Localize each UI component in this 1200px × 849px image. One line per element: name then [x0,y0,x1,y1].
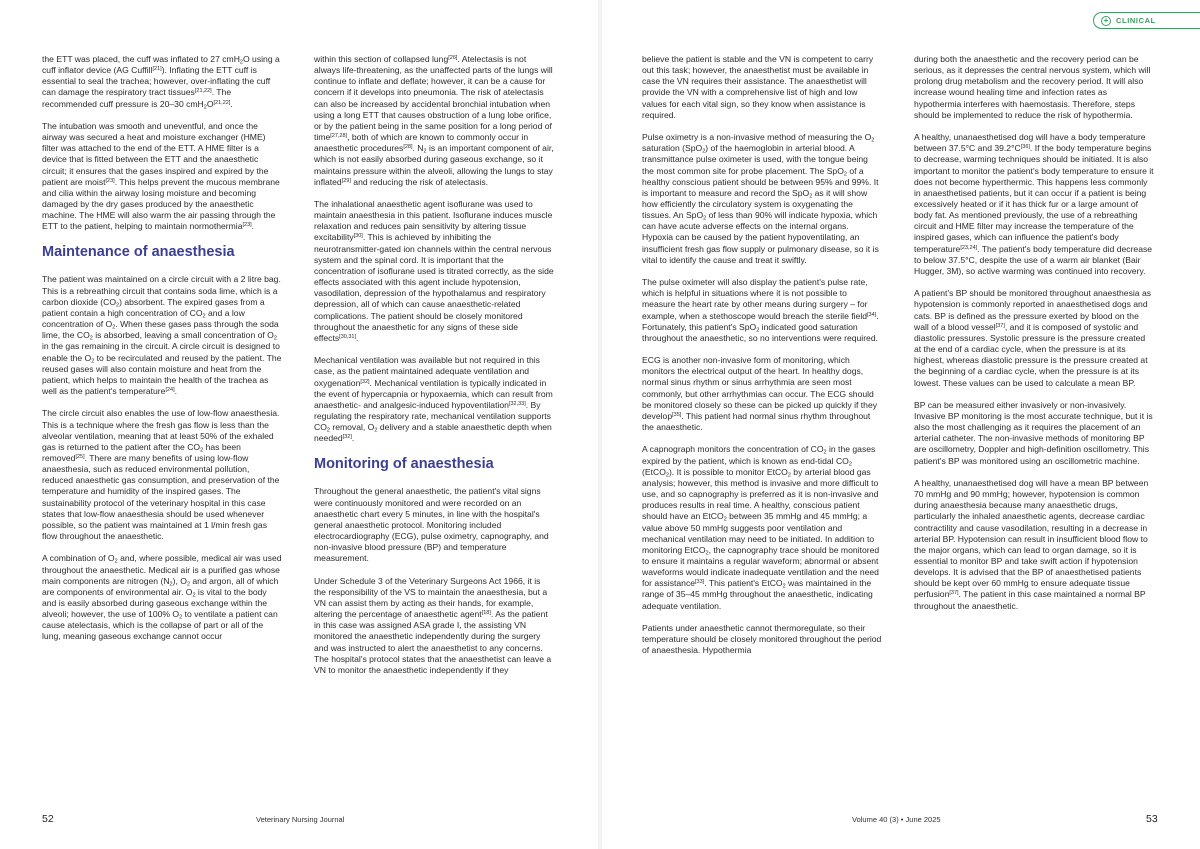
page-number-left: 52 [42,813,54,825]
paragraph: the ETT was placed, the cuff was inflated to 27 cmH$_2$O using a cuff inflator device (AG Cuffill[21]). Inflating the ETT cuff is essential to seal the trachea; however, over-inflating the cuff can damage the respiratory tract tissues[21,22]. The recommended cuff pressure is 20–30 cmH$_2$O[21,22]. [42,54,280,111]
section-heading-maintenance: Maintenance of anaesthesia [42,244,235,261]
paragraph: Patients under anaesthetic cannot thermoregulate, so their temperature should be closely monitored throughout the period of anaesthesia. Hypothermia [642,622,882,656]
paragraph: within this section of collapsed lung[26]. Atelectasis is not always life-threatening, as the unaffected parts of the lungs will continue to inflate and deflate; however, it can be a cause for concern if it develops into pneumonia. The risk of atelectasis can also be increased by accidental bronchial intubation when using a long ETT that causes obstruction of a lung lobe orifice, or by the patient being in the same position for a long period of time[27,28], both of which are known to commonly occur in anaesthetic procedures[28]. $N_2$ is an important component of air, which is not easily absorbed during gaseous exchange, so it maintains pressure within the alveoli, allowing the lungs to stay inflated[29] and reducing the risk of atelectasis. [314,54,554,187]
column-1 [42,54,282,654]
paragraph: A combination of $O_2$ and, where possible, medical air was used throughout the anaesthetic. Medical air is a purified gas whose main components are nitrogen $(N_2)$, $O_2$ and argon, all of which are components of environmental air. $O_2$ is vital to the body and is easily absorbed during gaseous exchange within the alveoli; however, the use of 100% $O_2$ to ventilate a patient can cause atelectasis, which is the collapse of part or all of the lung, meaning gaseous exchange cannot occur [42,553,282,642]
paragraph: BP can be measured either invasively or non-invasively. Invasive BP monitoring is the most accurate technique, but it is also the most challenging as it requires the placement of an arterial catheter. The non-invasive methods of monitoring BP are oscillometry, Doppler and high-definition oscillometry. This patient's BP was monitored using an oscillometric machine. [914,399,1153,466]
paragraph: Pulse oximetry is a non-invasive method of measuring the $O_2$ saturation (SpO$_2$) of the haemoglobin in arterial blood. A transmittance pulse oximeter is used, with the tongue being the most common site for probe placement. The SpO$_2$ of a healthy conscious patient should be between 95% and 99%. It is important to measure and record the SpO$_2$ as it will show how efficiently the circulatory system is oxygenating the tissues. An SpO$_2$ of less than 90% will indicate hypoxia, which can have acute adverse effects on the internal organs. Hypoxia can be caused by the patient hypoventilating, an insufficient fresh gas flow supply or pulmonary disease, so it is vital to identify the cause and treat it swiftly. [642,132,879,265]
paragraph: believe the patient is stable and the VN is competent to carry out this task; however, the anaesthetist must be available in case the VN requires their assistance. The anaesthetist will provide the VN with a comprehensive list of high and low values for each vital sign, so they know when assistance is required. [642,54,874,120]
paragraph: ECG is another non-invasive form of monitoring, which monitors the electrical output of the heart. In healthy dogs, normal sinus rhythm or sinus arrhythmia are seen most commonly, but other arrhythmias can occur. The ECG should be monitored closely so these can be picked up quickly if they develop[35]. This patient had normal sinus rhythm throughout the anaesthetic. [642,355,878,433]
paragraph: A healthy, unanaesthetised dog will have a mean BP between 70 mmHg and 90 mmHg; however, hypotension is common during anaesthesia because many anaesthetic drugs, particularly the inhaled anaesthetic agents, decrease cardiac contractility and cause vasodilation, resulting in a decrease in arterial BP. Hypotension can result in insufficient blood flow to the major organs, which can lead to organ damage, so it is essential to monitor BP and take swift action if hypotension develops. It is advised that the BP of anaesthetised patients should be kept over 60 mmHg to ensure adequate tissue perfusion[37]. The patient in this case maintained a normal BP throughout the anaesthetic. [914,477,1149,611]
paragraph: The circle circuit also enables the use of low-flow anaesthesia. This is a technique where the fresh gas flow is less than the alveolar ventilation, meaning that at least 50% of the exhaled gas is returned to the patient after the $CO_2$ has been removed[25]. There are many benefits of using low-flow anaesthesia, such as reduced environmental pollution, reduced anaesthetic gas consumption, and preservation of the temperature and humidity of the inspired gases. The sustainability protocol of the veterinary hospital in this case states that low-flow anaesthesia should be used whenever possible, so the patient was maintained at 1 l/min fresh gas flow throughout the anaesthetic. [42,408,280,542]
journal-name: Veterinary Nursing Journal [256,815,345,824]
paragraph: during both the anaesthetic and the recovery period can be serious, as it depresses the central nervous system, which will prolong drug metabolism and the recovery period. It will also increase wound healing time and infection rates as hypothermia interferes with haemostasis. Therefore, steps should be implemented to reduce the risk of hypothermia. [914,54,1151,120]
section-heading-monitoring: Monitoring of anaesthesia [314,456,494,473]
paragraph: The patient was maintained on a circle circuit with a 2 litre bag. This is a rebreathing circuit that contains soda lime, which is a carbon dioxide $(CO_2)$ absorbent. The expired gases from a patient contain a high concentration of $CO_2$ and a low concentration of $O_2$. When these gases pass through the soda lime, the $CO_2$ is absorbed, leaving a small concentration of $O_2$ in the gas remaining in the circuit. A circle circuit is designed to enable the $O_2$ to be recirculated and reused by the patient. The reused gases will also contain moisture and heat from the patient, which helps to maintain the health of the trachea as well as the patient's temperature[24]. [42,274,282,397]
paragraph: A capnograph monitors the concentration of $CO_2$ in the gases expired by the patient, which is known as end-tidal $CO_2$ (EtCO$_2$). It is possible to monitor EtCO$_2$ by arterial blood gas analysis; however, this method is invasive and more difficult to use, and so capnography is preferred as it is non-invasive and produces results in real time. A healthy, conscious patient should have an EtCO$_2$ between 35 mmHg and 45 mmHg; a value above 50 mmHg suggests poor ventilation and mechanical ventilation may need to be initiated. In addition to monitoring EtCO$_2$, the capnography trace should be monitored to ensure it maintains a regular waveform; abnormal or absent waveforms would indicate inadequate ventilation and the need for assistance[33]. This patient's EtCO$_2$ was maintained in the range of 35–45 mmHg throughout the anaesthetic, indicating adequate ventilation. [642,444,880,611]
paragraph: Under Schedule 3 of the Veterinary Surgeons Act 1966, it is the responsibility of the VS to maintain the anaesthesia, but a VN can assist them by acting as their hands, for example, altering the percentage of anaesthetic agent[18]. As the patient in this case was assigned ASA grade I, the assisting VN monitored the anaesthetic independently during the surgery and was instructed to alert the anaesthetist to any concerns. The hospital's protocol states that the anaesthetist can leave a VN to monitor the anaesthetic independently if they [314,575,552,675]
paragraph: Throughout the general anaesthetic, the patient's vital signs were continuously monitored and were recorded on an anaesthetic chart every 5 minutes, in line with the hospital's general anaesthetic protocol. Monitoring included electrocardiography (ECG), pulse oximetry, capnography, and non-invasive blood pressure (BP) and temperature measurement. [314,486,549,564]
volume-info: Volume 40 (3) • June 2025 [852,815,941,824]
column-4 [914,54,1154,623]
paragraph: The intubation was smooth and uneventful, and once the airway was secured a heat and moisture exchanger (HME) filter was attached to the end of the ETT. A HME filter is a device that is fitted between the ETT and the anaesthetic circuit; it ensures that the gases inspired and expired by the patient are moist[23]. This helps prevent the mucous membrane and cilia within the airway losing moisture and becoming damaged by the dry gases produced by the anaesthetic machine. The HME will also warm the air passing through the ETT to the patient, helping to maintain normothermia[23]. [42,120,280,232]
paragraph: The pulse oximeter will also display the patient's pulse rate, which is helpful in situations where it is not possible to measure the heart rate by other means during surgery – for example, when a stethoscope would breach the sterile field[34]. Fortunately, this patient's SpO$_2$ indicated good saturation throughout the anaesthetic, so no interventions were required. [642,277,879,343]
paragraph: The inhalational anaesthetic agent isoflurane was used to maintain anaesthesia in this patient. Isoflurane induces muscle relaxation and reduces pain sensitivity by altering tissue excitability[30]. This is achieved by inhibiting the neurotransmitter-gated ion channels within the central nervous system and the spinal cord. It is important that the concentration of isoflurane used is titrated correctly, as the side effects associated with this agent include hypotension, vasodilation, depression of the hypothalamus and respiratory depression, all of which can cause anaesthetic-related complications. The patient should be closely monitored throughout the anaesthetic for any signs of these side effects[30,31]. [314,199,554,343]
page-number-right: 53 [1146,813,1158,825]
section-tag [1093,12,1200,29]
column-2 [314,54,554,687]
plus-circle-icon: + [1101,16,1111,26]
paragraph: A patient's BP should be monitored throughout anaesthesia as hypotension is commonly reported in anaesthetised dogs and cats. BP is defined as the pressure exerted by blood on the wall of a blood vessel[37], and it is composed of systolic and diastolic pressures. Systolic pressure is the pressure created at the end of a cardiac cycle, when the pressure is at its highest, whereas diastolic pressure is the pressure created at the beginning of a cardiac cycle, when the pressure is at its lowest. These values can be used to calculate a mean BP. [914,288,1152,388]
column-3 [642,54,882,668]
paragraph: Mechanical ventilation was available but not required in this case, as the patient maintained adequate ventilation and oxygenation[32]. Mechanical ventilation is typically indicated in the event of hypercapnia or hypoxaemia, which can result from anaesthetic- and analgesic-induced hypoventilation[32,33]. By regulating the respiratory rate, mechanical ventilation supports $CO_2$ removal, $O_2$ delivery and a stable anaesthetic depth when needed[32]. [314,355,553,444]
paragraph: A healthy, unanaesthetised dog will have a body temperature between 37.5°C and 39.2°C[36]. If the body temperature begins to decrease, warming techniques should be initiated. It is also important to monitor the patient's body temperature to ensure it does not become hyperthermic. This happens less commonly in anaesthetised patients, but it can occur if a patient is being excessively heated or if it has thick fur or a large amount of body fat. As mentioned previously, the use of a rebreathing circuit and HME filter may increase the temperature of the inspired gases, which can influence the patient's body temperature[23,24]. The patient's body temperature did decrease to below 37.5°C, despite the use of a warm air blanket (Bair Hugger, 3M), so active warming was continued into recovery. [914,132,1154,276]
right-page [600,0,1200,849]
section-tag-label: CLINICAL [1116,16,1156,25]
